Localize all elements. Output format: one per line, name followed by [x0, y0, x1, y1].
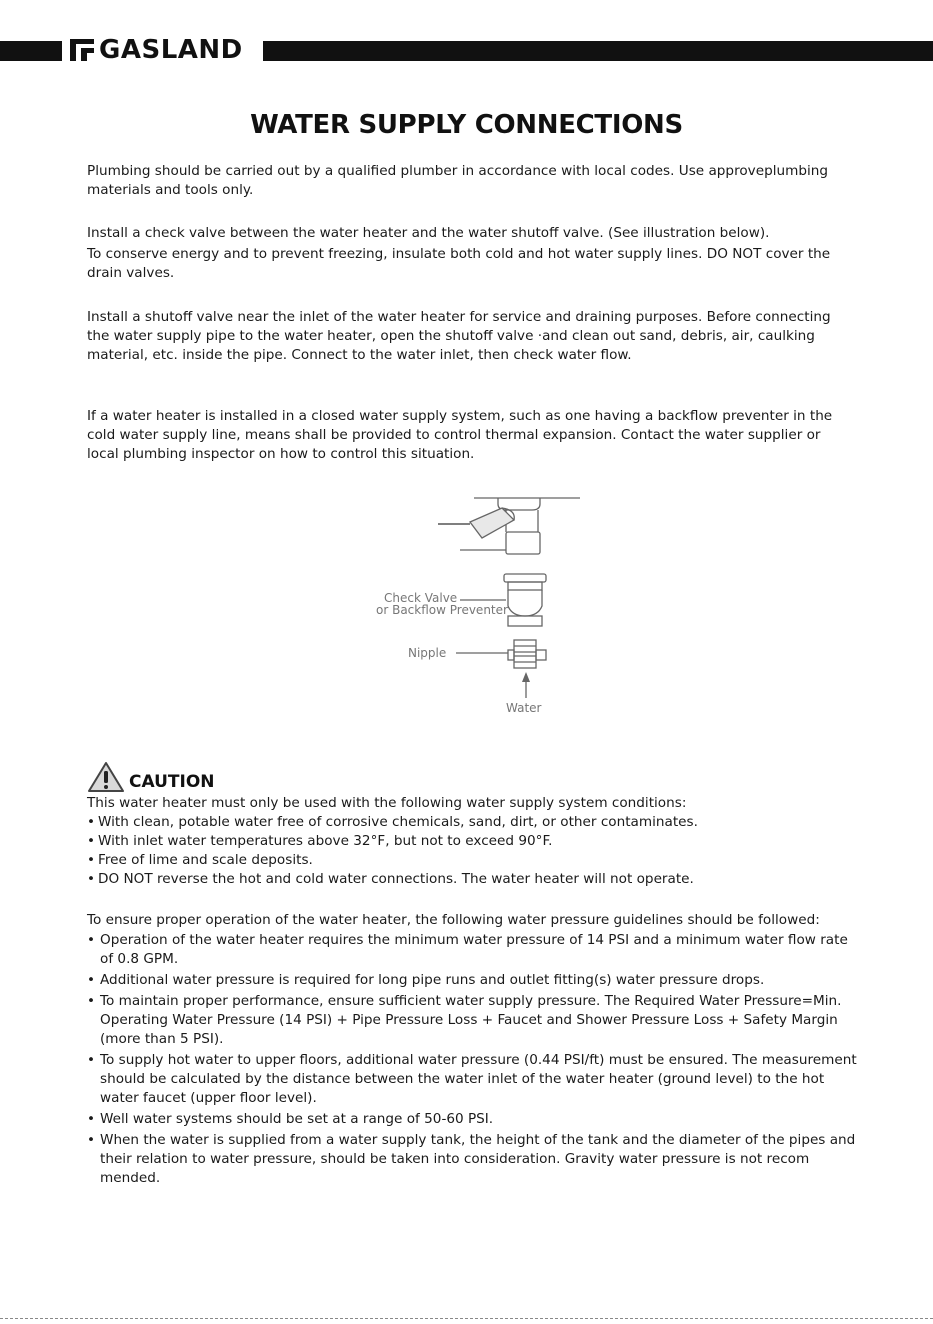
list-item: • To supply hot water to upper floors, additional water pressure (0.44 PSI/ft) must be ensured. The measurement should be calculated by the distance between the water inlet of the water heater (ground level) to the hot water faucet (upper floor level). [87, 1051, 857, 1108]
list-item: • Operation of the water heater requires the minimum water pressure of 14 PSI and a minimum water flow rate of 0.8 GPM. [87, 931, 857, 969]
pressure-list [87, 931, 857, 1190]
caution-label: CAUTION [129, 772, 215, 792]
check-valve-label: Check Valve [384, 591, 458, 605]
paragraph-insulate: To conserve energy and to prevent freezing, insulate both cold and hot water supply lines. DO NOT cover the drain valves. [87, 246, 831, 281]
water-label: Water [506, 701, 542, 715]
header-bar-left [0, 41, 62, 61]
paragraph-shutoff-valve: Install a shutoff valve near the inlet of the water heater for service and draining purposes. Before connecting the water supply pipe to the water heater, open the shutoff valve ·and clean out sand, debris, air, caulking material, etc. inside the pipe. Connect to the water inlet, then check water flow. [87, 309, 831, 363]
caution-heading [87, 759, 215, 793]
warning-triangle-icon [87, 761, 125, 793]
list-item: • DO NOT reverse the hot and cold water connections. The water heater will not operate. [87, 870, 857, 889]
list-item: • When the water is supplied from a water supply tank, the height of the tank and the diameter of the pipes and their relation to water pressure, should be taken into consideration. Gravity water pressure is not recom mended. [87, 1131, 857, 1188]
bottom-divider [0, 1318, 933, 1319]
header-bar-right [263, 41, 933, 61]
caution-intro: This water heater must only be used with the following water supply system conditions: [87, 795, 687, 811]
list-item: • To maintain proper performance, ensure sufficient water supply pressure. The Required Water Pressure=Min. Operating Water Pressure (14 PSI) + Pipe Pressure Loss + Faucet and Shower Pressure Loss + Safety Margin (more than 5 PSI). [87, 992, 857, 1049]
brand-logo [70, 34, 243, 66]
gasland-logo-icon [70, 39, 94, 61]
list-item: • With inlet water temperatures above 32°F, but not to exceed 90°F. [87, 832, 857, 851]
nipple-label: Nipple [408, 646, 447, 660]
check-valve-diagram [370, 490, 600, 720]
list-item: • With clean, potable water free of corrosive chemicals, sand, dirt, or other contaminates. [87, 813, 857, 832]
paragraph-thermal-expansion: If a water heater is installed in a closed water supply system, such as one having a backflow preventer in the cold water supply line, means shall be provided to control thermal expansion. Contact the water supplier or local plumbing inspector on how to control this situation. [87, 408, 833, 462]
pressure-intro: To ensure proper operation of the water heater, the following water pressure guidelines should be followed: [87, 912, 820, 928]
list-item: • Free of lime and scale deposits. [87, 851, 857, 870]
list-item: • Well water systems should be set at a range of 50-60 PSI. [87, 1110, 857, 1129]
paragraph-plumbing: Plumbing should be carried out by a qualified plumber in accordance with local codes. Use approveplumbing materials and tools only. [87, 163, 828, 198]
page-title: WATER SUPPLY CONNECTIONS [250, 110, 683, 140]
caution-list [87, 813, 857, 889]
brand-name: GASLAND [99, 35, 243, 65]
list-item: • Additional water pressure is required for long pipe runs and outlet fitting(s) water pressure drops. [87, 971, 857, 990]
backflow-preventer-label: or Backflow Preventer [376, 603, 508, 617]
paragraph-check-valve: Install a check valve between the water heater and the water shutoff valve. (See illustration below). [87, 225, 770, 241]
